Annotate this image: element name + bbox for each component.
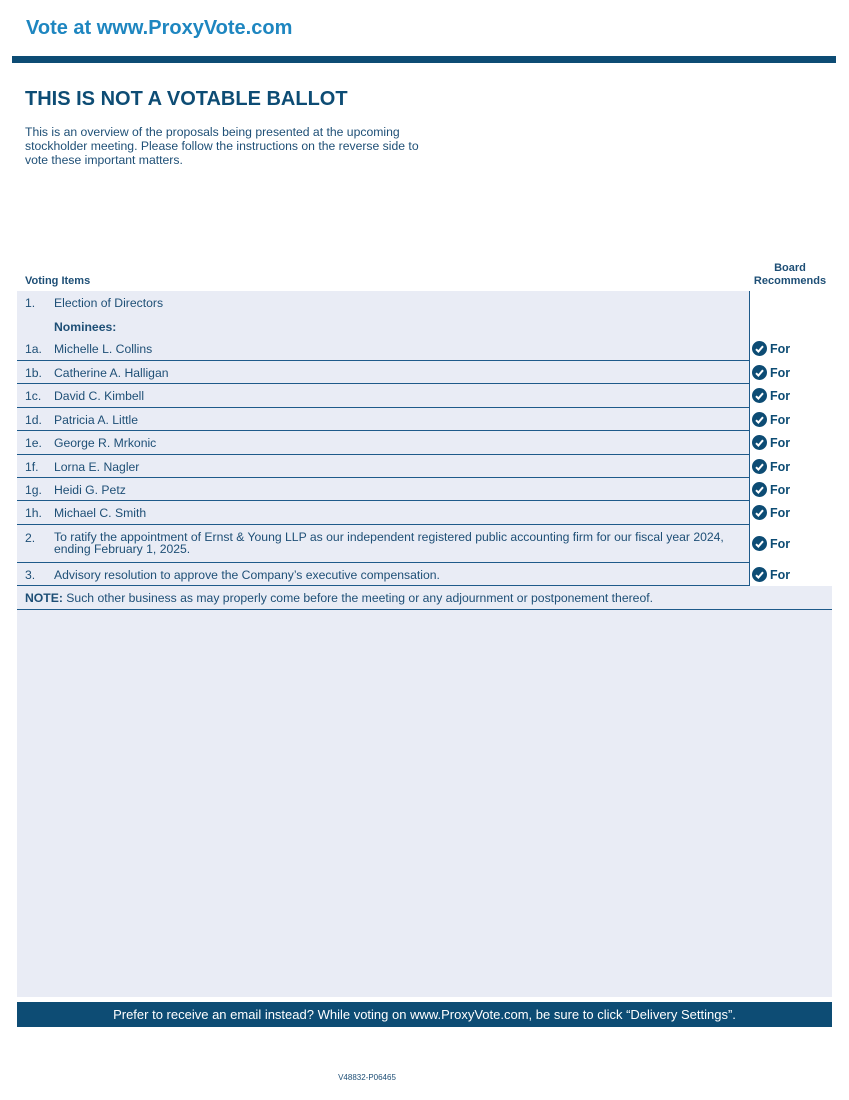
check-circle-icon xyxy=(752,482,767,497)
recommendation-label: For xyxy=(770,388,791,403)
proposal-number: 2. xyxy=(25,531,36,545)
recommendation xyxy=(752,435,790,450)
voting-items-panel xyxy=(17,291,832,997)
nominee-name: Michael C. Smith xyxy=(54,506,147,520)
document-code: V48832-P06465 xyxy=(338,1073,396,1082)
note-text xyxy=(25,591,653,605)
recommendation xyxy=(752,388,790,403)
table-row xyxy=(17,361,832,384)
table-row xyxy=(17,431,832,455)
proposal-text: To ratify the appointment of Ernst & Young LLP as our independent registered public accounting firm for our fiscal year 2024, ending February 1, 2025. xyxy=(54,530,724,556)
check-circle-icon xyxy=(752,505,767,520)
header-rule xyxy=(12,56,836,63)
recommendation xyxy=(752,412,790,427)
email-delivery-banner: Prefer to receive an email instead? While voting on www.ProxyVote.com, be sure to click “Delivery Settings”. xyxy=(17,1002,832,1027)
nominee-name: Lorna E. Nagler xyxy=(54,460,140,474)
table-row xyxy=(17,525,832,563)
recommendation-label: For xyxy=(770,435,791,450)
table-row xyxy=(17,501,832,525)
recommendation-label: For xyxy=(770,505,791,520)
proxyvote-link[interactable]: Vote at www.ProxyVote.com xyxy=(26,17,293,39)
nominee-name: David C. Kimbell xyxy=(54,389,145,403)
note-label: NOTE: xyxy=(25,591,63,605)
recommendation xyxy=(752,341,790,356)
check-circle-icon xyxy=(752,365,767,380)
table-row xyxy=(17,563,832,586)
nominees-label: Nominees: xyxy=(54,320,117,334)
check-circle-icon xyxy=(752,435,767,450)
table-row xyxy=(17,384,832,408)
table-row xyxy=(17,337,832,361)
recommendation-label: For xyxy=(770,482,791,497)
election-row xyxy=(17,291,832,337)
nominee-number: 1a. xyxy=(25,342,42,356)
recommendation xyxy=(752,567,790,582)
recommendation-label: For xyxy=(770,341,791,356)
note-row xyxy=(17,586,832,610)
recommendation-label: For xyxy=(770,536,791,551)
recommendation-label: For xyxy=(770,412,791,427)
intro-text: This is an overview of the proposals being presented at the upcoming stockholder meeting. Please follow the instructions on the reverse side to vote these important matters. xyxy=(25,125,419,167)
check-circle-icon xyxy=(752,388,767,403)
recommendation-label: For xyxy=(770,459,791,474)
nominee-number: 1f. xyxy=(25,460,39,474)
check-circle-icon xyxy=(752,459,767,474)
recommendation xyxy=(752,459,790,474)
note-body: Such other business as may properly come before the meeting or any adjournment or postponement thereof. xyxy=(62,591,653,605)
nominee-name: Patricia A. Little xyxy=(54,413,138,427)
nominee-number: 1d. xyxy=(25,413,42,427)
voting-items-header: Voting Items xyxy=(25,275,91,287)
nominee-number: 1e. xyxy=(25,436,42,450)
recommendation xyxy=(752,536,790,551)
proposal-text: Advisory resolution to approve the Company’s executive compensation. xyxy=(54,568,440,582)
item-number: 1. xyxy=(25,296,36,310)
recommendation xyxy=(752,365,790,380)
recommendation xyxy=(752,505,790,520)
nominee-name: Michelle L. Collins xyxy=(54,342,153,356)
nominee-number: 1g. xyxy=(25,483,42,497)
table-row xyxy=(17,455,832,478)
page-title: THIS IS NOT A VOTABLE BALLOT xyxy=(25,88,348,110)
item-text: Election of Directors xyxy=(54,296,164,310)
board-header-line1: Board xyxy=(774,262,806,274)
recommendation-label: For xyxy=(770,567,791,582)
check-circle-icon xyxy=(752,412,767,427)
recommend-cell xyxy=(749,291,832,337)
nominee-name: Catherine A. Halligan xyxy=(54,366,169,380)
recommendation-label: For xyxy=(770,365,791,380)
nominee-number: 1b. xyxy=(25,366,42,380)
table-row xyxy=(17,408,832,431)
nominee-number: 1c. xyxy=(25,389,42,403)
check-circle-icon xyxy=(752,341,767,356)
board-recommends-header xyxy=(749,262,831,288)
nominee-name: Heidi G. Petz xyxy=(54,483,126,497)
board-header-line2: Recommends xyxy=(753,275,827,287)
check-circle-icon xyxy=(752,536,767,551)
nominee-number: 1h. xyxy=(25,506,42,520)
nominee-name: George R. Mrkonic xyxy=(54,436,157,450)
check-circle-icon xyxy=(752,567,767,582)
proposal-number: 3. xyxy=(25,568,36,582)
recommendation xyxy=(752,482,790,497)
table-row xyxy=(17,478,832,501)
